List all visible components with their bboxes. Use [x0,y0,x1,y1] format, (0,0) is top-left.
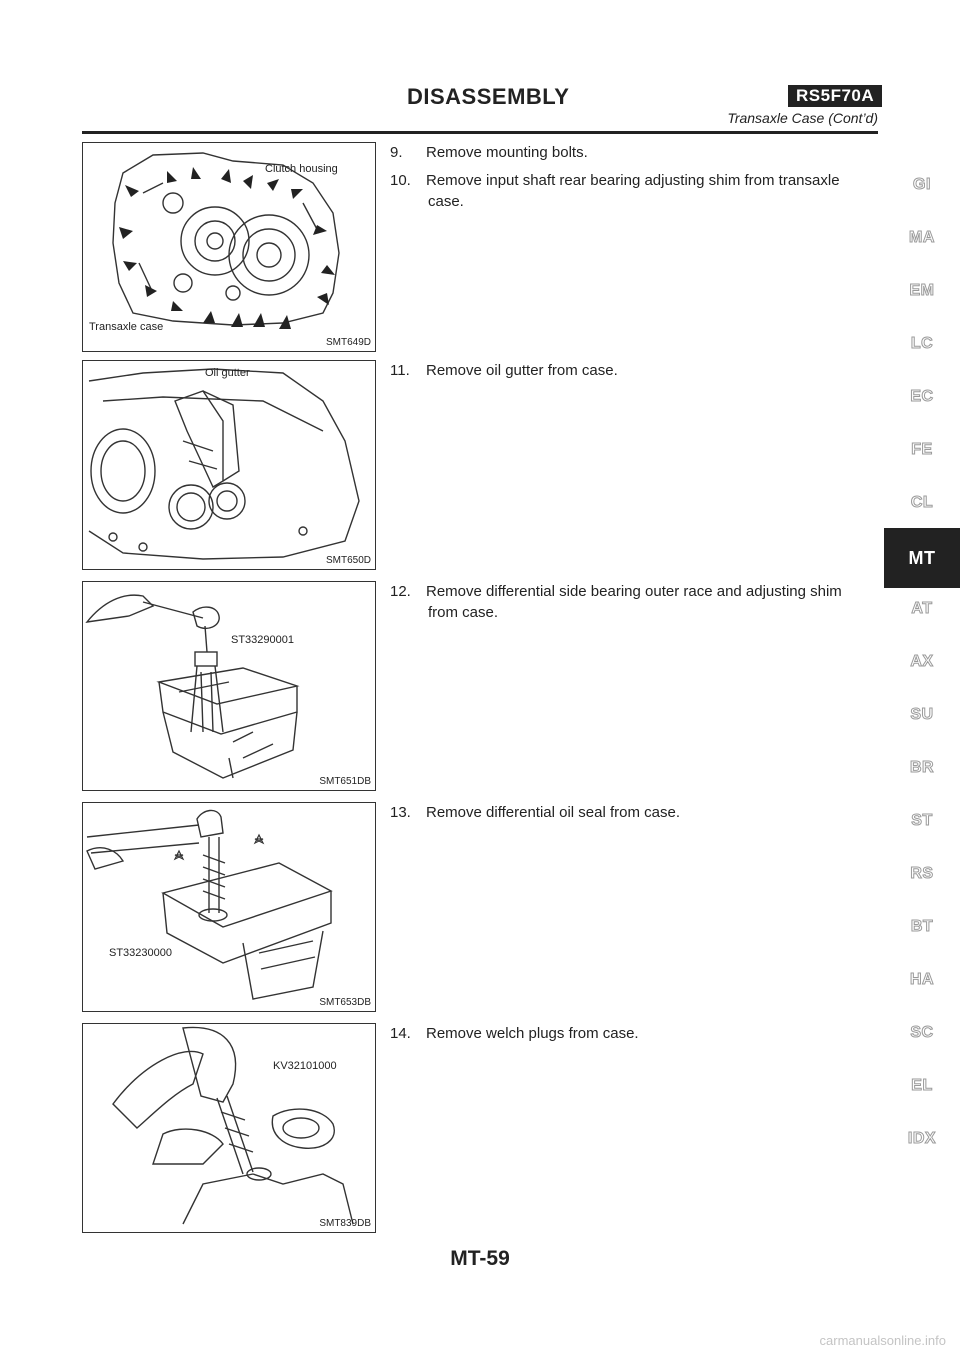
step-number: 10. [390,172,411,189]
oil-seal-illustration [83,803,376,1012]
model-badge: RS5F70A [788,85,882,107]
step-text: Remove mounting bolts. [426,144,588,161]
step-10 [390,170,882,212]
step-text: Remove oil gutter from case. [426,362,618,379]
section-tab-mt-active[interactable]: MT [884,528,960,588]
section-tab-gi[interactable]: GI [913,176,931,193]
section-tab-ec[interactable]: EC [910,388,934,405]
callout-tool-number: ST33230000 [109,947,172,959]
oil-gutter-illustration [83,361,376,570]
step-text: Remove welch plugs from case. [426,1025,639,1042]
step-number: 13. [390,804,411,821]
bearing-race-illustration [83,582,376,791]
callout-tool-number: ST33290001 [231,634,294,646]
figure-code: SMT839DB [319,1218,371,1229]
step-9 [390,142,882,163]
section-tab-ma[interactable]: MA [909,229,935,246]
figure-code: SMT650D [325,555,371,566]
header-rule [82,131,878,134]
section-subtitle: Transaxle Case (Cont’d) [727,110,878,126]
section-tab-cl[interactable]: CL [910,494,934,511]
step-11 [390,360,882,381]
step-text: Remove differential side bearing outer race and adjusting shim [426,583,842,600]
section-tab-el[interactable]: EL [911,1077,933,1094]
watermark: carmanualsonline.info [819,1333,946,1348]
step-12 [390,581,882,623]
section-tab-at[interactable]: AT [911,600,933,617]
callout-transaxle-case: Transaxle case [89,321,164,333]
step-number: 14. [390,1025,411,1042]
figure-code: SMT653DB [319,997,371,1008]
step-number: 11. [390,362,410,379]
figure-welch-plugs [82,1023,376,1233]
section-tab-ax[interactable]: AX [910,653,934,670]
callout-tool-number: KV32101000 [273,1060,337,1072]
section-tab-ha[interactable]: HA [909,971,935,988]
step-number: 9. [390,144,403,161]
figure-oil-gutter [82,360,376,570]
step-text: Remove differential oil seal from case. [426,804,681,821]
step-text: Remove input shaft rear bearing adjusting shim from transaxle [426,172,840,189]
section-tab-fe[interactable]: FE [911,441,933,458]
section-tab-sc[interactable]: SC [910,1024,934,1041]
section-index-sidebar [884,0,960,1358]
figure-code: SMT651DB [319,776,371,787]
figure-oil-seal [82,802,376,1012]
section-tab-su[interactable]: SU [910,706,934,723]
step-14 [390,1023,882,1044]
step-text-continued: from case. [428,604,499,621]
section-tab-rs[interactable]: RS [910,865,934,882]
section-tab-br[interactable]: BR [909,759,935,776]
step-text-continued: case. [428,193,464,210]
figure-bearing-race [82,581,376,791]
step-13 [390,802,882,823]
step-number: 12. [390,583,411,600]
section-tab-st[interactable]: ST [911,812,933,829]
section-tab-em[interactable]: EM [909,282,935,299]
section-tab-lc[interactable]: LC [910,335,934,352]
section-title: DISASSEMBLY [407,84,570,109]
callout-oil-gutter: Oil gutter [205,367,250,379]
figure-code: SMT649D [325,337,371,348]
page-header [82,84,878,136]
section-tab-bt[interactable]: BT [910,918,934,935]
page-number: MT-59 [450,1247,510,1270]
welch-plugs-illustration [83,1024,376,1233]
section-tab-idx[interactable]: IDX [907,1130,937,1147]
callout-clutch-housing: Clutch housing [265,163,338,175]
figure-clutch-housing [82,142,376,352]
